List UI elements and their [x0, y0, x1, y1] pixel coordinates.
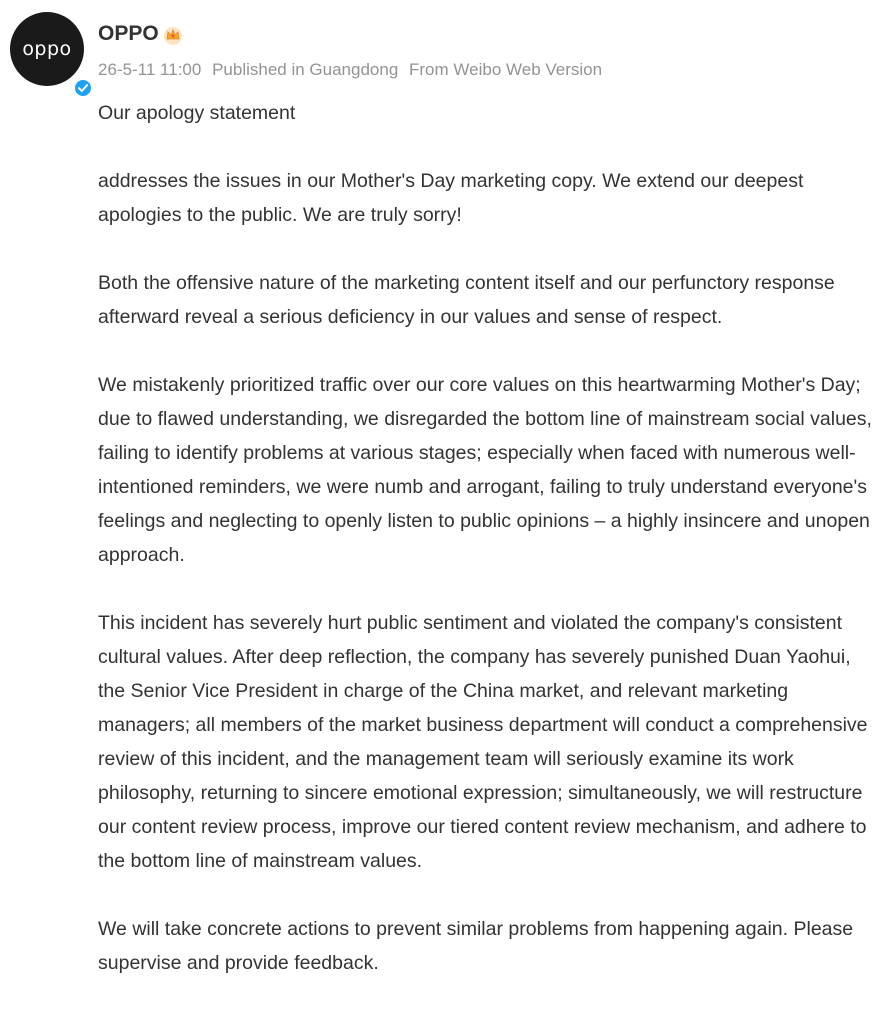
crown-icon	[162, 24, 184, 46]
post-paragraph: addresses the issues in our Mother's Day marketing copy. We extend our deepest apologies to the public. We are truly sorry!	[98, 170, 804, 226]
avatar[interactable]	[10, 12, 84, 86]
paragraph-spacer	[98, 878, 883, 912]
verified-badge-icon	[73, 78, 93, 98]
post-paragraph: We mistakenly prioritized traffic over our core values on this heartwarming Mother's Day; due to flawed understanding, we disregarded the bottom line of mainstream social values, failing to identify problems at various stages; especially when faced with numerous well-intentioned reminders, we were numb and arrogant, failing to truly understand everyone's feelings and neglecting to openly listen to public opinions – a highly insincere and unopen approach.	[98, 374, 872, 566]
post-paragraph: We will take concrete actions to prevent similar problems from happening again. Please supervise and provide feedback.	[98, 918, 854, 974]
post-location: Published in Guangdong	[212, 60, 399, 79]
paragraph-spacer	[98, 130, 883, 164]
post-time[interactable]: 26-5-11 11:00	[98, 60, 202, 79]
post-paragraph: Our apology statement	[98, 102, 296, 124]
oppo-logo: oppo	[22, 38, 72, 60]
paragraph-spacer	[98, 232, 883, 266]
post-content	[98, 96, 883, 980]
post-source: From Weibo Web Version	[409, 60, 603, 79]
post-meta	[98, 60, 608, 80]
post-paragraph: This incident has severely hurt public sentiment and violated the company's consistent cultural values. After deep reflection, the company has severely punished Duan Yaohui, the Senior Vice President in charge of the China market, and relevant marketing managers; all members of the market business department will conduct a comprehensive review of this incident, and the management team will seriously examine its work philosophy, returning to sincere emotional expression; simultaneously, we will restructure our content review process, improve our tiered content review mechanism, and adhere to the bottom line of mainstream values.	[98, 612, 868, 872]
paragraph-spacer	[98, 334, 883, 368]
username[interactable]: OPPO	[98, 22, 159, 45]
post-paragraph: Both the offensive nature of the marketing content itself and our perfunctory response afterward reveal a serious deficiency in our values and sense of respect.	[98, 272, 835, 328]
paragraph-spacer	[98, 572, 883, 606]
